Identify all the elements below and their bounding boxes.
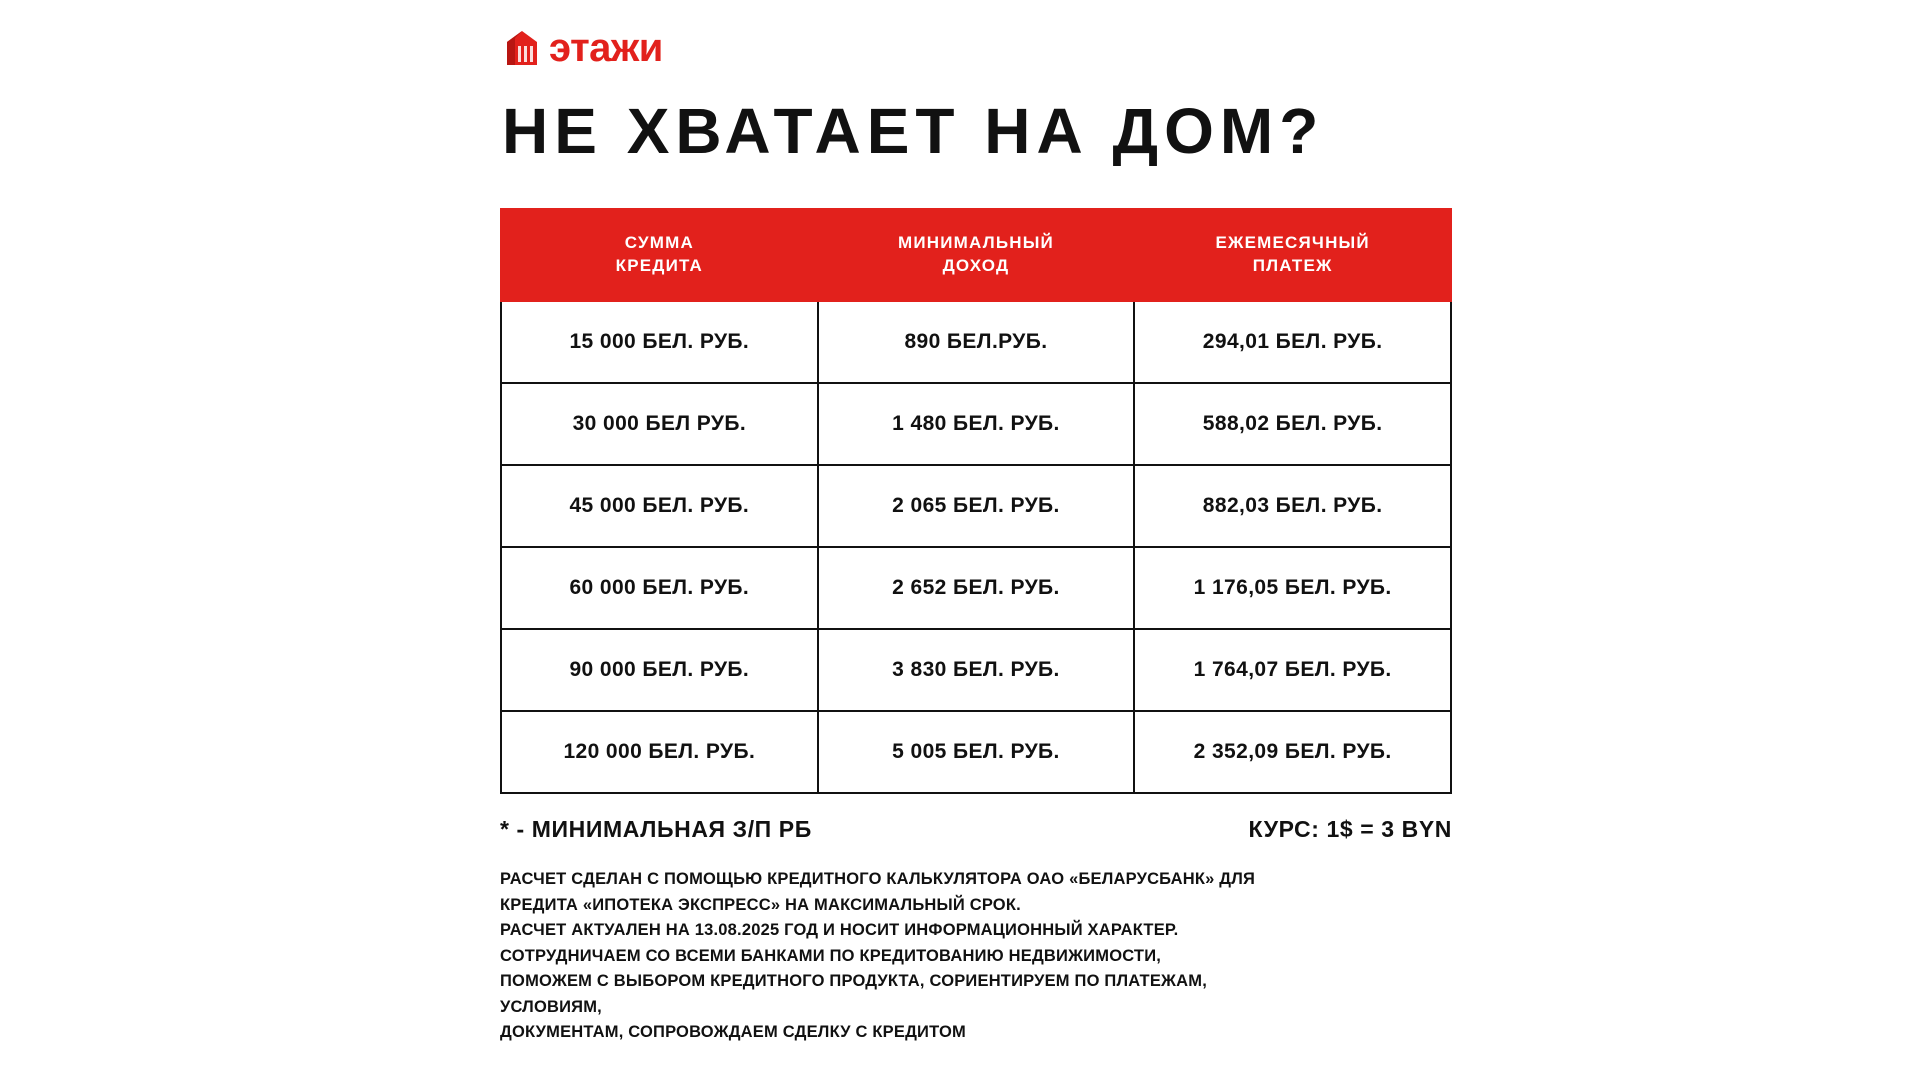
disclaimer-line: СОТРУДНИЧАЕМ СО ВСЕМИ БАНКАМИ ПО КРЕДИТОВАНИЮ НЕДВИЖИМОСТИ, bbox=[500, 946, 1162, 965]
disclaimer-line: ПОМОЖЕМ С ВЫБОРОМ КРЕДИТНОГО ПРОДУКТА, СОРИЕНТИРУЕМ ПО ПЛАТЕЖАМ, bbox=[500, 972, 1207, 991]
table-row bbox=[501, 301, 1451, 383]
table-header bbox=[501, 209, 1451, 301]
table-row bbox=[501, 711, 1451, 793]
credit-table bbox=[500, 208, 1452, 794]
table-row bbox=[501, 383, 1451, 465]
cell-monthly-payment: 2 352,09 БЕЛ. РУБ. bbox=[1134, 711, 1451, 793]
cell-min-income: 2 065 БЕЛ. РУБ. bbox=[818, 465, 1135, 547]
cell-loan-amount: 30 000 БЕЛ РУБ. bbox=[501, 383, 818, 465]
disclaimer-line: РАСЧЕТ СДЕЛАН С ПОМОЩЬЮ КРЕДИТНОГО КАЛЬКУЛЯТОРА ОАО «БЕЛАРУСБАНК» ДЛЯ bbox=[500, 870, 1256, 889]
cell-monthly-payment: 294,01 БЕЛ. РУБ. bbox=[1134, 301, 1451, 383]
note-min-salary: * - МИНИМАЛЬНАЯ З/П РБ bbox=[500, 816, 812, 843]
column-header-monthly-payment bbox=[1134, 209, 1451, 301]
cell-loan-amount: 45 000 БЕЛ. РУБ. bbox=[501, 465, 818, 547]
column-header-monthly-payment-line1: ЕЖЕМЕСЯЧНЫЙ bbox=[1215, 233, 1370, 253]
disclaimer-line: КРЕДИТА «ИПОТЕКА ЭКСПРЕСС» НА МАКСИМАЛЬНЫЙ СРОК. bbox=[500, 895, 1021, 914]
table-row bbox=[501, 629, 1451, 711]
column-header-min-income-line1: МИНИМАЛЬНЫЙ bbox=[897, 233, 1054, 253]
cell-min-income: 5 005 БЕЛ. РУБ. bbox=[818, 711, 1135, 793]
disclaimer-line: ДОКУМЕНТАМ, СОПРОВОЖДАЕМ СДЕЛКУ С КРЕДИТОМ bbox=[500, 1023, 966, 1042]
cell-monthly-payment: 1 764,07 БЕЛ. РУБ. bbox=[1134, 629, 1451, 711]
cell-min-income: 1 480 БЕЛ. РУБ. bbox=[818, 383, 1135, 465]
table-row bbox=[501, 465, 1451, 547]
brand-logo bbox=[500, 0, 1460, 68]
cell-min-income: 890 БЕЛ.РУБ. bbox=[818, 301, 1135, 383]
column-header-monthly-payment-line2: ПЛАТЕЖ bbox=[1252, 256, 1333, 276]
column-header-min-income bbox=[818, 209, 1135, 301]
table-row bbox=[501, 547, 1451, 629]
table-header-row bbox=[501, 209, 1451, 301]
cell-monthly-payment: 588,02 БЕЛ. РУБ. bbox=[1134, 383, 1451, 465]
cell-loan-amount: 120 000 БЕЛ. РУБ. bbox=[501, 711, 818, 793]
disclaimer-line: УСЛОВИЯМ, bbox=[500, 997, 602, 1016]
page-title: НЕ ХВАТАЕТ НА ДОМ? bbox=[502, 95, 1325, 167]
disclaimer-line: РАСЧЕТ АКТУАЛЕН НА 13.08.2025 ГОД И НОСИТ ИНФОРМАЦИОННЫЙ ХАРАКТЕР. bbox=[500, 921, 1179, 940]
brand-name: этажи bbox=[549, 26, 663, 70]
cell-loan-amount: 15 000 БЕЛ. РУБ. bbox=[501, 301, 818, 383]
column-header-loan-amount bbox=[501, 209, 818, 301]
column-header-min-income-line2: ДОХОД bbox=[942, 256, 1010, 276]
cell-loan-amount: 90 000 БЕЛ. РУБ. bbox=[501, 629, 818, 711]
note-exchange-rate: КУРС: 1$ = 3 BYN bbox=[1248, 816, 1452, 843]
column-header-loan-amount-line1: СУММА bbox=[624, 233, 694, 253]
cell-min-income: 2 652 БЕЛ. РУБ. bbox=[818, 547, 1135, 629]
cell-loan-amount: 60 000 БЕЛ. РУБ. bbox=[501, 547, 818, 629]
cell-monthly-payment: 1 176,05 БЕЛ. РУБ. bbox=[1134, 547, 1451, 629]
disclaimer bbox=[500, 867, 1430, 1046]
notes-row bbox=[500, 816, 1452, 843]
building-icon bbox=[505, 29, 539, 67]
column-header-loan-amount-line2: КРЕДИТА bbox=[615, 256, 704, 276]
poster-content bbox=[500, 0, 1460, 1046]
cell-min-income: 3 830 БЕЛ. РУБ. bbox=[818, 629, 1135, 711]
cell-monthly-payment: 882,03 БЕЛ. РУБ. bbox=[1134, 465, 1451, 547]
table-body bbox=[501, 301, 1451, 793]
